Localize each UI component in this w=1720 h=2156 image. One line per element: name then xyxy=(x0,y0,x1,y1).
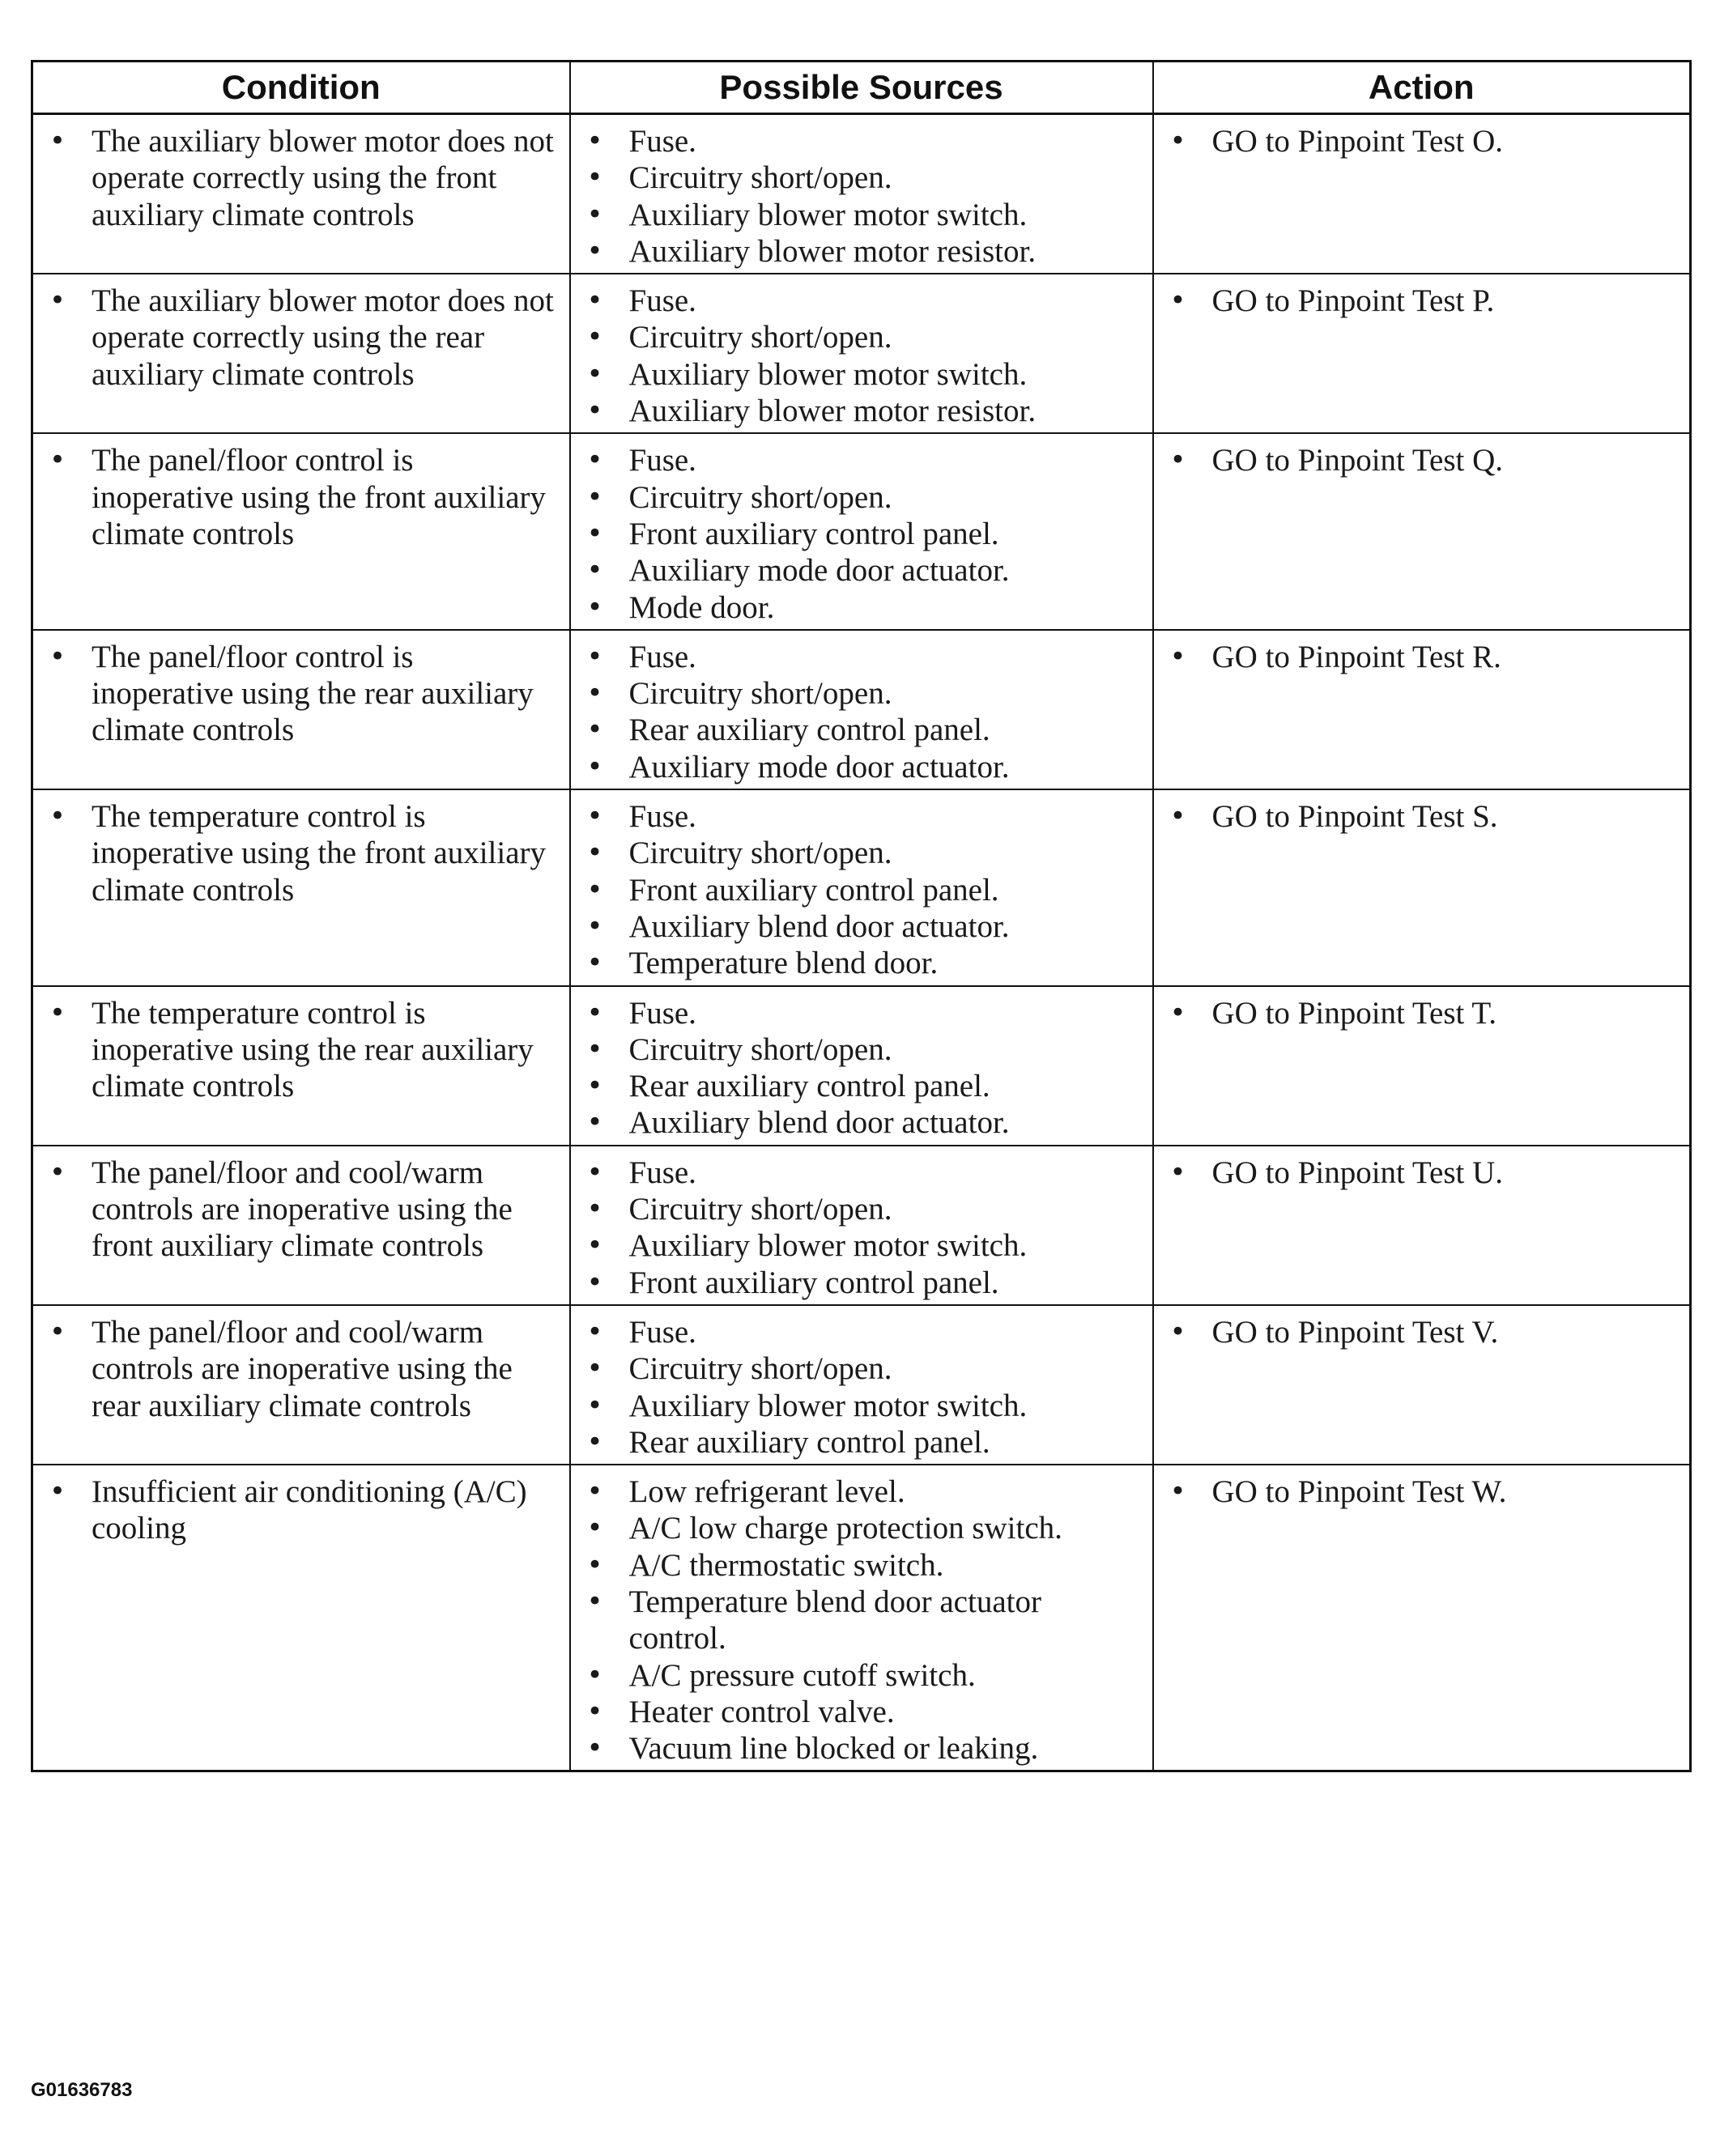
action-cell xyxy=(1153,274,1691,433)
source-item: • Low refrigerant level. xyxy=(577,1473,1146,1510)
source-item: • Circuitry short/open. xyxy=(577,319,1146,355)
action-text: • GO to Pinpoint Test W. xyxy=(1160,1473,1684,1510)
condition-text: • The auxiliary blower motor does not operate correctly using the front auxiliary climate controls xyxy=(40,123,563,233)
action-cell xyxy=(1153,1465,1691,1771)
table-row xyxy=(32,433,1691,629)
source-item: • Rear auxiliary control panel. xyxy=(577,1068,1146,1104)
action-text: • GO to Pinpoint Test R. xyxy=(1160,639,1684,675)
table-row xyxy=(32,1465,1691,1771)
table-row xyxy=(32,114,1691,274)
table-row xyxy=(32,1146,1691,1305)
header-possible-sources: Possible Sources xyxy=(570,62,1153,114)
condition-cell xyxy=(32,789,570,985)
source-item: • Auxiliary blower motor switch. xyxy=(577,1388,1146,1424)
header-condition: Condition xyxy=(32,62,570,114)
source-item: • Fuse. xyxy=(577,639,1146,675)
source-item: • Vacuum line blocked or leaking. xyxy=(577,1730,1146,1767)
action-text: • GO to Pinpoint Test T. xyxy=(1160,995,1684,1031)
possible-sources-cell xyxy=(570,630,1153,789)
source-item: • Rear auxiliary control panel. xyxy=(577,1424,1146,1461)
source-item: • Circuitry short/open. xyxy=(577,159,1146,196)
source-item: • Auxiliary blower motor switch. xyxy=(577,356,1146,393)
source-item: • Circuitry short/open. xyxy=(577,835,1146,871)
action-cell xyxy=(1153,114,1691,274)
source-item: • A/C low charge protection switch. xyxy=(577,1510,1146,1546)
source-item: • Temperature blend door actuator control. xyxy=(577,1584,1146,1657)
source-item: • Fuse. xyxy=(577,995,1146,1031)
source-item: • Fuse. xyxy=(577,283,1146,319)
table-row xyxy=(32,1305,1691,1465)
action-cell xyxy=(1153,433,1691,629)
condition-text: • The panel/floor control is inoperative using the front auxiliary climate controls xyxy=(40,442,563,552)
source-item: • Fuse. xyxy=(577,1155,1146,1191)
source-item: • Auxiliary blend door actuator. xyxy=(577,1104,1146,1141)
figure-id: G01636783 xyxy=(31,2079,133,2101)
source-item: • Temperature blend door. xyxy=(577,945,1146,981)
action-cell xyxy=(1153,986,1691,1146)
source-item: • Rear auxiliary control panel. xyxy=(577,712,1146,748)
possible-sources-cell xyxy=(570,1465,1153,1771)
action-cell xyxy=(1153,1146,1691,1305)
source-item: • Auxiliary blend door actuator. xyxy=(577,908,1146,945)
possible-sources-cell xyxy=(570,789,1153,985)
possible-sources-cell xyxy=(570,1305,1153,1465)
source-item: • Fuse. xyxy=(577,442,1146,478)
condition-text: • The temperature control is inoperative using the front auxiliary climate controls xyxy=(40,798,563,908)
condition-cell xyxy=(32,1146,570,1305)
source-item: • Front auxiliary control panel. xyxy=(577,516,1146,552)
condition-cell xyxy=(32,986,570,1146)
source-item: • Fuse. xyxy=(577,123,1146,159)
action-cell xyxy=(1153,1305,1691,1465)
action-text: • GO to Pinpoint Test U. xyxy=(1160,1155,1684,1191)
source-item: • Circuitry short/open. xyxy=(577,675,1146,712)
action-cell xyxy=(1153,789,1691,985)
action-cell xyxy=(1153,630,1691,789)
condition-cell xyxy=(32,433,570,629)
source-item: • Heater control valve. xyxy=(577,1694,1146,1730)
source-item: • A/C thermostatic switch. xyxy=(577,1547,1146,1584)
table-row xyxy=(32,986,1691,1146)
condition-text: • The panel/floor and cool/warm controls are inoperative using the rear auxiliary climate controls xyxy=(40,1314,563,1424)
condition-text: • The temperature control is inoperative using the rear auxiliary climate controls xyxy=(40,995,563,1105)
condition-cell xyxy=(32,114,570,274)
condition-text: • Insufficient air conditioning (A/C) cooling xyxy=(40,1473,563,1547)
condition-cell xyxy=(32,1305,570,1465)
action-text: • GO to Pinpoint Test O. xyxy=(1160,123,1684,159)
action-text: • GO to Pinpoint Test V. xyxy=(1160,1314,1684,1350)
possible-sources-cell xyxy=(570,114,1153,274)
header-row xyxy=(32,62,1691,114)
source-item: • Auxiliary mode door actuator. xyxy=(577,749,1146,785)
action-text: • GO to Pinpoint Test P. xyxy=(1160,283,1684,319)
condition-text: • The panel/floor control is inoperative using the rear auxiliary climate controls xyxy=(40,639,563,749)
condition-cell xyxy=(32,1465,570,1771)
source-item: • Auxiliary mode door actuator. xyxy=(577,552,1146,589)
source-item: • Fuse. xyxy=(577,1314,1146,1350)
source-item: • Circuitry short/open. xyxy=(577,479,1146,516)
source-item: • Auxiliary blower motor resistor. xyxy=(577,393,1146,429)
source-item: • Front auxiliary control panel. xyxy=(577,1265,1146,1301)
condition-text: • The panel/floor and cool/warm controls are inoperative using the front auxiliary climate controls xyxy=(40,1155,563,1265)
condition-cell xyxy=(32,630,570,789)
header-action: Action xyxy=(1153,62,1691,114)
source-item: • Circuitry short/open. xyxy=(577,1031,1146,1068)
source-item: • Circuitry short/open. xyxy=(577,1350,1146,1387)
source-item: • Auxiliary blower motor resistor. xyxy=(577,233,1146,270)
condition-text: • The auxiliary blower motor does not operate correctly using the rear auxiliary climate controls xyxy=(40,283,563,393)
possible-sources-cell xyxy=(570,433,1153,629)
action-text: • GO to Pinpoint Test Q. xyxy=(1160,442,1684,478)
source-item: • Fuse. xyxy=(577,798,1146,835)
condition-cell xyxy=(32,274,570,433)
possible-sources-cell xyxy=(570,274,1153,433)
source-item: • Circuitry short/open. xyxy=(577,1191,1146,1227)
action-text: • GO to Pinpoint Test S. xyxy=(1160,798,1684,835)
table-row xyxy=(32,630,1691,789)
possible-sources-cell xyxy=(570,986,1153,1146)
source-item: • A/C pressure cutoff switch. xyxy=(577,1657,1146,1694)
diagnosis-table xyxy=(31,60,1692,1772)
source-item: • Mode door. xyxy=(577,589,1146,626)
possible-sources-cell xyxy=(570,1146,1153,1305)
source-item: • Auxiliary blower motor switch. xyxy=(577,197,1146,233)
source-item: • Front auxiliary control panel. xyxy=(577,872,1146,908)
table-row xyxy=(32,274,1691,433)
table-row xyxy=(32,789,1691,985)
source-item: • Auxiliary blower motor switch. xyxy=(577,1227,1146,1264)
